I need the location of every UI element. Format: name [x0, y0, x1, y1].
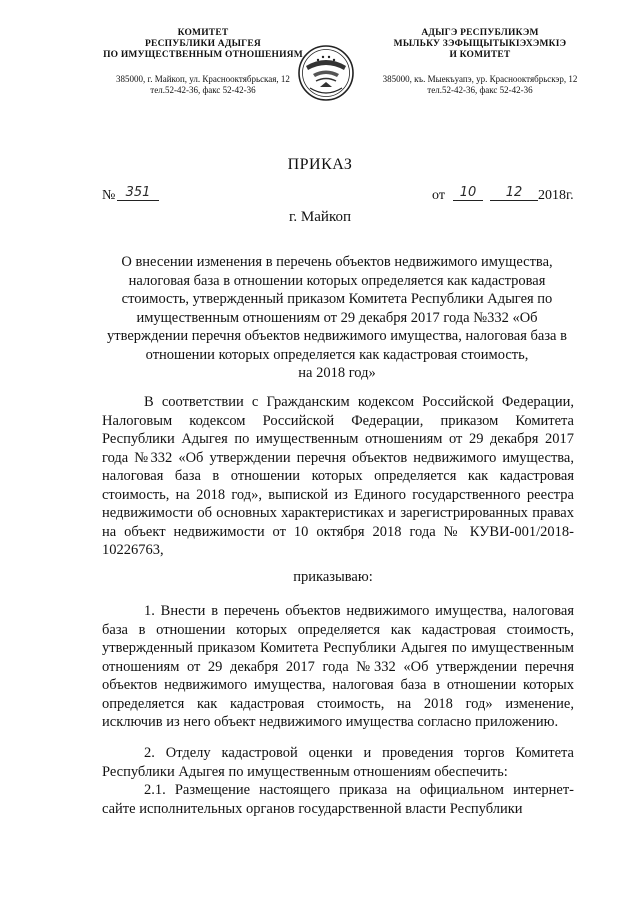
address-line: 385000, г. Майкоп, ул. Краснооктябрьская, 12: [116, 74, 290, 84]
org-line: ПО ИМУЩЕСТВЕННЫМ ОТНОШЕНИЯМ: [103, 50, 303, 60]
header-left-block: [78, 28, 328, 96]
number-date-line: [102, 185, 574, 208]
org-name-ru: [78, 28, 328, 61]
item-1-paragraph: 1. Внести в перечень объектов недвижимого имущества, налоговая база в отношении которых определяется как кадастровая стоимость, утвержденный приказом Комитета Республики Адыгея по имущественным отношениям от 29 декабря 2017 года №332 «Об утверждении перечня объектов недвижимого имущества, налоговая база в отношении которых определяется как кадастровая стоимость, на 2018 год» изменение, исключив из него объект недвижимого имущества согласно приложению.: [102, 603, 574, 730]
date-month: 12: [490, 185, 538, 201]
date-day: 10: [453, 185, 483, 201]
subject-line: стоимость, утвержденный приказом Комитета Республики Адыгея по: [121, 291, 553, 307]
org-line: И КОМИТЕТ: [449, 50, 511, 60]
date-from-label: от: [432, 188, 445, 203]
org-address-ady: [355, 74, 605, 96]
document-title: ПРИКАЗ: [287, 156, 353, 173]
org-address-ru: [78, 74, 328, 96]
subject-line: утверждении перечня объектов недвижимого имущества, налоговая база в: [107, 328, 567, 344]
org-line: АДЫГЭ РЕСПУБЛИКЭМ: [421, 28, 539, 38]
org-name-ady: [355, 28, 605, 61]
subject-line: имущественным отношениям от 29 декабря 2017 года №332 «Об: [136, 309, 538, 326]
item-2-paragraph: 2. Отделу кадастровой оценки и проведения торгов Комитета Республики Адыгея по имущественным отношениям обеспечить:: [102, 745, 574, 780]
org-line: РЕСПУБЛИКИ АДЫГЕЯ: [145, 39, 261, 49]
phone-line: тел.52-42-36, факс 52-42-36: [427, 85, 533, 95]
date-year: 2018г.: [538, 188, 574, 203]
order-subject: [100, 253, 574, 383]
address-line: 385000, къ. Мыекъуапэ, ур. Краснооктябрьскэр, 12: [382, 74, 578, 84]
order-number: 351: [117, 185, 159, 201]
subject-line: налоговая база в отношении которых определяется как кадастровая: [128, 272, 546, 289]
subject-line: О внесении изменения в перечень объектов недвижимого имущества,: [121, 254, 553, 270]
subject-line: отношении которых определяется как кадастровая стоимость,: [145, 346, 529, 363]
phone-line: тел.52-42-36, факс 52-42-36: [150, 85, 256, 95]
city: г. Майкоп: [288, 209, 352, 225]
coat-of-arms-icon: [296, 44, 356, 102]
preamble-paragraph: В соответствии с Гражданским кодексом Российской Федерации, Налоговым кодексом Российской Федерации, приказом Комитета Республики Адыгея по имущественным отношениям от 29 декабря 2017 года №332 «Об утверждении перечня объектов недвижимого имущества, налоговая база в отношении которых определяется как кадастровая стоимость, на 2018 год», выпиской из Единого государственного реестра недвижимости об основных характеристиках и зарегистрированных правах на объект недвижимости от 10 октября 2018 года № КУВИ-001/2018-10226763,: [102, 394, 574, 558]
header-right-block: [355, 28, 605, 96]
org-line: МЫЛЬКУ ЗЭФЫЩЫТЫКIЭХЭМКIЭ: [393, 39, 567, 49]
order-word: приказываю:: [293, 569, 373, 585]
subject-line: на 2018 год»: [298, 365, 376, 381]
item-2-1-paragraph: 2.1. Размещение настоящего приказа на официальном интернет-сайте исполнительных органов государственной власти Республики: [102, 782, 574, 817]
org-line: КОМИТЕТ: [177, 28, 229, 38]
number-label: №: [102, 188, 116, 203]
